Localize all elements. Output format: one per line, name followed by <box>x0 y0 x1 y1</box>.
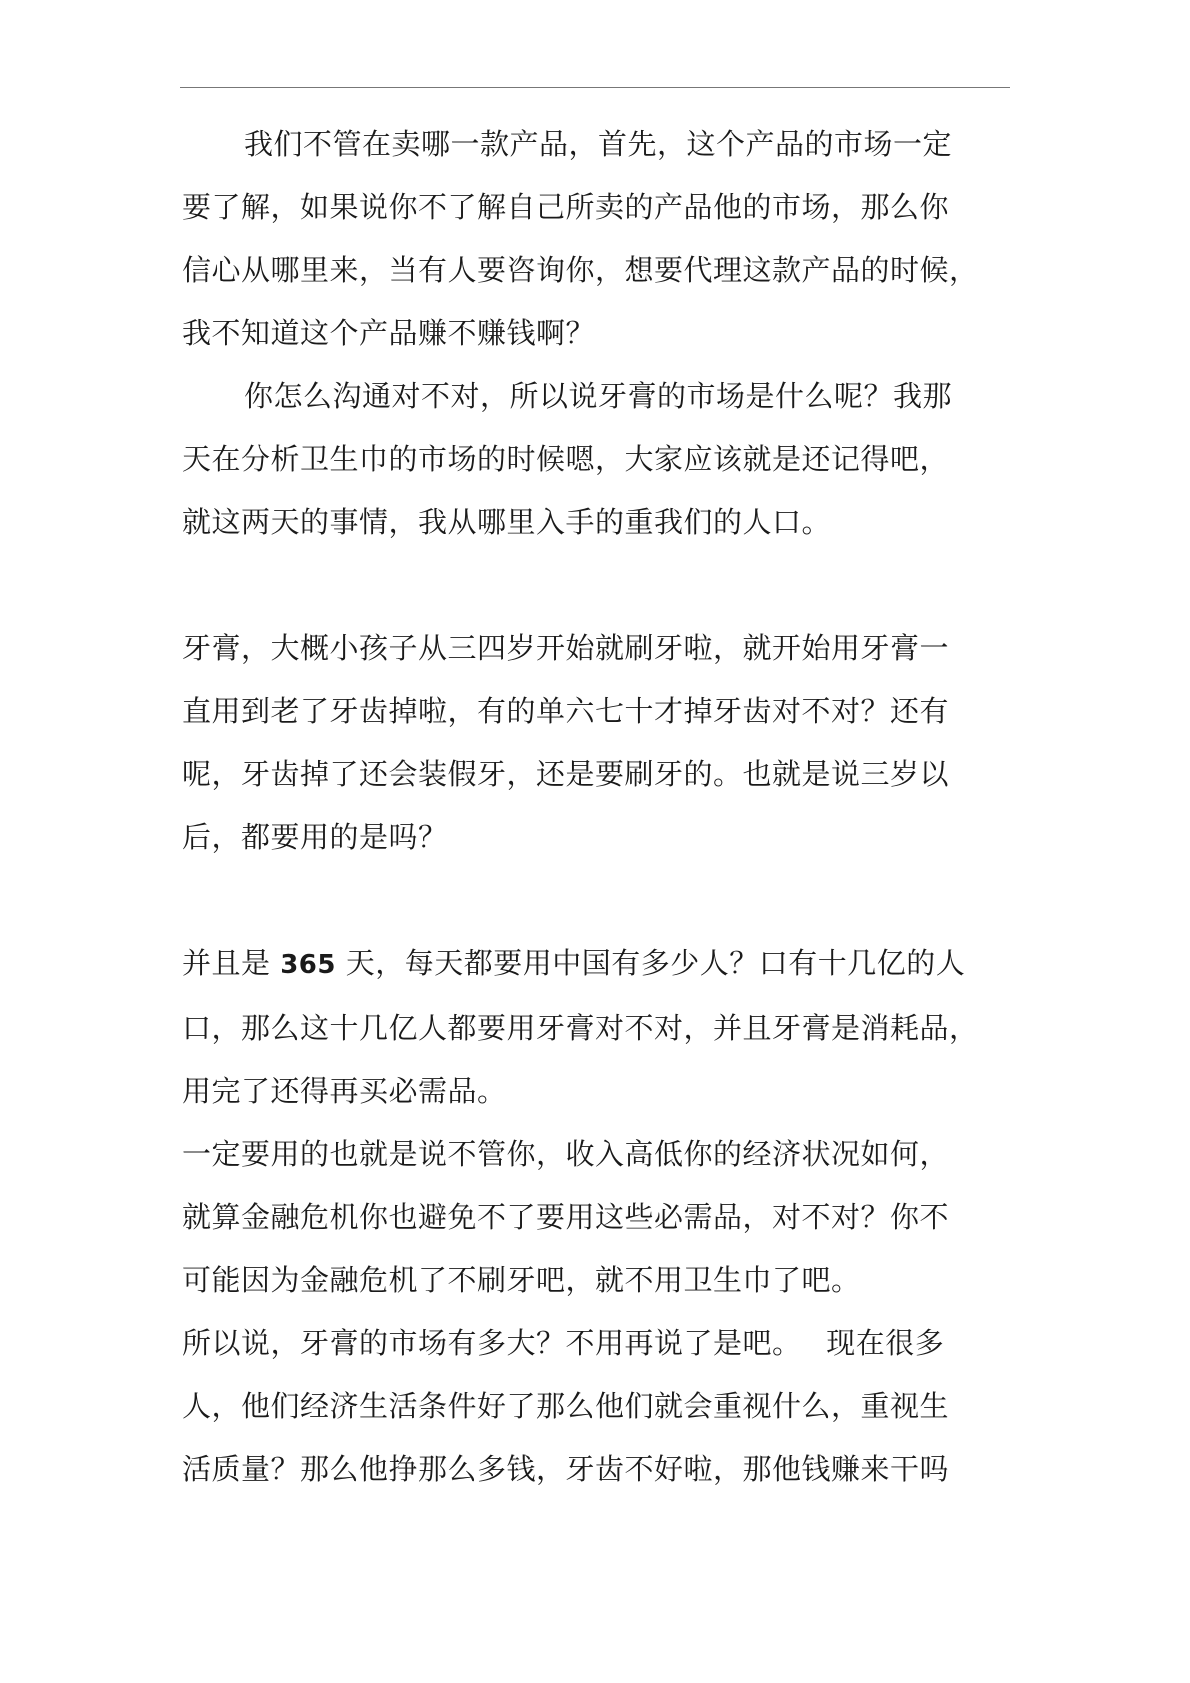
text-line: 呢，牙齿掉了还会装假牙，还是要刷牙的。也就是说三岁以 <box>182 757 950 791</box>
text-segment: 并且是 <box>182 946 281 980</box>
text-line: 后，都要用的是吗？ <box>182 820 448 854</box>
paragraph-3 <box>182 617 1022 869</box>
blank-line <box>182 869 1022 932</box>
text-line: 你怎么沟通对不对，所以说牙膏的市场是什么呢？我那 <box>244 379 953 413</box>
paragraph-1 <box>182 113 1022 365</box>
text-line: 所以说，牙膏的市场有多大？不用再说了是吧。 现在很多 <box>182 1326 945 1360</box>
text-line: 就算金融危机你也避免不了要用这些必需品，对不对？你不 <box>182 1200 950 1234</box>
text-line: 可能因为金融危机了不刷牙吧，就不用卫生巾了吧。 <box>182 1263 861 1297</box>
text-line: 牙膏，大概小孩子从三四岁开始就刷牙啦，就开始用牙膏一 <box>182 631 950 665</box>
text-line: 我们不管在卖哪一款产品，首先，这个产品的市场一定 <box>244 127 953 161</box>
text-line: 要了解，如果说你不了解自己所卖的产品他的市场，那么你 <box>182 190 950 224</box>
number-365: 365 <box>280 950 336 980</box>
paragraph-4 <box>182 932 1022 1123</box>
header-rule <box>180 87 1010 88</box>
text-line: 人，他们经济生活条件好了那么他们就会重视什么，重视生 <box>182 1389 950 1423</box>
text-segment: 天，每天都要用中国有多少人？口有十几亿的人 <box>336 946 966 980</box>
paragraph-6 <box>182 1312 1022 1501</box>
text-line: 一定要用的也就是说不管你，收入高低你的经济状况如何， <box>182 1137 950 1171</box>
text-line: 我不知道这个产品赚不赚钱啊？ <box>182 316 596 350</box>
paragraph-5 <box>182 1123 1022 1312</box>
text-line-first <box>182 946 965 980</box>
text-line: 直用到老了牙齿掉啦，有的单六七十才掉牙齿对不对？还有 <box>182 694 950 728</box>
text-line: 活质量？那么他挣那么多钱，牙齿不好啦，那他钱赚来干吗 <box>182 1452 950 1486</box>
text-line: 就这两天的事情，我从哪里入手的重我们的人口。 <box>182 505 832 539</box>
text-line: 信心从哪里来，当有人要咨询你，想要代理这款产品的时候， <box>182 253 979 287</box>
paragraph-2 <box>182 365 1022 554</box>
text-line: 天在分析卫生巾的市场的时候嗯，大家应该就是还记得吧， <box>182 442 950 476</box>
text-line: 口，那么这十几亿人都要用牙膏对不对，并且牙膏是消耗品， <box>182 1011 979 1045</box>
text-line: 用完了还得再买必需品。 <box>182 1074 507 1108</box>
document-body <box>182 113 1022 1501</box>
blank-line <box>182 554 1022 617</box>
